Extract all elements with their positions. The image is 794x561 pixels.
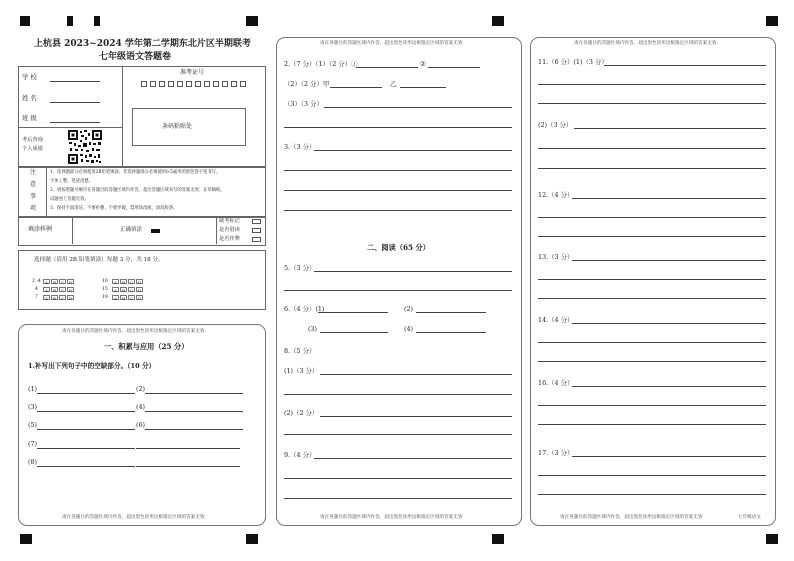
question-text: (2)（2 分） <box>284 409 319 417</box>
registration-mark <box>492 534 504 544</box>
answer-line[interactable] <box>136 466 240 467</box>
question-text: 8.（5 分） <box>284 347 316 355</box>
answer-line[interactable] <box>136 448 240 449</box>
answer-line[interactable] <box>538 361 766 362</box>
choice-row-number: 2 -4 <box>32 279 41 284</box>
page-subtitle: 七年级语文答题卷 <box>99 52 172 62</box>
question-text: (4) <box>404 325 414 333</box>
question-text: (3) <box>308 325 318 333</box>
question-text: ② <box>420 60 426 68</box>
registration-mark <box>766 16 778 26</box>
transfer-label: 是否借读 <box>219 227 240 233</box>
choice-row-number: 15 <box>102 287 108 292</box>
choice-row-number: 7 <box>35 295 38 300</box>
answer-line[interactable] <box>416 312 486 313</box>
notice-text: 3、保持卡面清洁，不要折叠、不要弄破，禁用涂改液，涂改胶条。 <box>50 206 178 211</box>
exam-number-label: 准考证号 <box>180 69 205 76</box>
choice-option[interactable]: D <box>68 280 73 285</box>
registration-mark <box>94 16 100 26</box>
answer-line[interactable] <box>37 448 135 449</box>
answer-line[interactable] <box>538 217 766 218</box>
answer-line[interactable] <box>314 271 512 272</box>
blank-label: (8) <box>28 458 38 466</box>
notice-text: 试题卷上答题无效。 <box>50 197 89 202</box>
choice-row-number: 10 <box>102 279 108 284</box>
registration-mark <box>20 16 30 26</box>
answer-line[interactable] <box>538 279 766 280</box>
answer-line[interactable] <box>284 478 512 479</box>
answer-line[interactable] <box>284 210 512 211</box>
question-text: 3.（3 分） <box>284 143 316 151</box>
answer-line[interactable] <box>572 198 766 199</box>
choice-option[interactable]: C <box>60 280 65 285</box>
answer-line[interactable] <box>37 393 135 394</box>
absent-mark-label: 缺考标记 <box>219 218 240 224</box>
registration-mark <box>246 534 258 544</box>
answer-line[interactable] <box>572 386 766 387</box>
boundary-notice: 请在各题目的答题区域内作答，超出黑色矩形边框限定区域的答案无效 <box>62 515 205 520</box>
question-text: 11.（6 分）(1)（3 分） <box>538 58 608 66</box>
choice-option[interactable]: D <box>137 296 142 301</box>
name-field[interactable] <box>50 102 100 103</box>
answer-line[interactable] <box>538 103 766 104</box>
exam-number-grid[interactable] <box>141 81 249 89</box>
answer-line[interactable] <box>324 107 512 108</box>
filled-sample <box>151 229 160 233</box>
choice-option[interactable]: D <box>68 288 73 293</box>
answer-line[interactable] <box>538 84 766 85</box>
qr-code-icon <box>67 129 103 165</box>
notice-label: 意 <box>30 181 37 188</box>
boundary-notice: 请在各题目的答题区域内作答，超出黑色矩形边框限定区域的答案无效 <box>560 515 703 520</box>
cheat-checkbox[interactable] <box>252 237 261 242</box>
question-text: 17.（3 分） <box>538 449 574 457</box>
question-text: 2.（7 分）（1）（2 分）① <box>284 60 358 68</box>
qr-caption: 个人成绩 <box>22 146 43 152</box>
answer-line[interactable] <box>320 332 388 333</box>
notice-label: 事 <box>30 193 37 200</box>
answer-line[interactable] <box>284 290 512 291</box>
boundary-notice: 请在各题目的答题区域内作答，超出黑色矩形边框限定区域的答案无效 <box>320 515 463 520</box>
answer-line[interactable] <box>428 67 480 68</box>
choice-option[interactable]: A <box>112 287 119 292</box>
answer-line[interactable] <box>284 127 512 128</box>
question-text: (2) <box>404 305 414 313</box>
choice-option[interactable]: A <box>43 279 50 284</box>
school-field[interactable] <box>50 81 100 82</box>
choice-option[interactable]: C <box>129 288 134 293</box>
fill-example-label: 填涂样例 <box>28 226 53 233</box>
question-text: 6.（4 分）(1) <box>284 305 325 313</box>
answer-line[interactable] <box>314 458 512 459</box>
answer-line[interactable] <box>37 429 135 430</box>
choice-option[interactable]: B <box>120 279 127 284</box>
blank-label: (7) <box>28 440 38 448</box>
barcode-label: 条码粘贴处 <box>162 123 193 130</box>
registration-mark <box>246 16 258 26</box>
registration-mark <box>20 534 32 544</box>
class-field[interactable] <box>50 122 100 123</box>
choice-option[interactable]: B <box>120 295 127 300</box>
boundary-notice: 请在各题目的答题区域内作答，超出黑色矩形边框限定区域的答案无效 <box>574 41 717 46</box>
choice-option[interactable]: B <box>51 295 58 300</box>
answer-line[interactable] <box>145 429 243 430</box>
answer-line[interactable] <box>314 150 512 151</box>
blank-label: (5) <box>28 421 38 429</box>
notice-text: 1、选择题部分必须使用2B铅笔填涂；非选择题部分必须使用0.5毫米的黑色签字笔书写， <box>50 170 221 175</box>
registration-mark <box>766 534 778 544</box>
question-text: 14.（4 分） <box>538 316 574 324</box>
question-text: 乙 <box>390 80 397 88</box>
question-text: (2)（3 分） <box>538 121 573 129</box>
answer-line[interactable] <box>356 67 418 68</box>
boundary-notice: 请在各题目的答题区域内作答，超出黑色矩形边框限定区域的答案无效 <box>320 41 463 46</box>
question-text: 12.（4 分） <box>538 191 574 199</box>
registration-mark <box>492 16 504 26</box>
answer-line[interactable] <box>538 148 766 149</box>
school-label: 学 校 <box>22 73 37 81</box>
answer-line[interactable] <box>318 312 388 313</box>
choice-option[interactable]: C <box>129 280 134 285</box>
choice-instruction: 选择题（请用 2B 铅笔填涂）每题 3 分，共 18 分。 <box>34 257 164 263</box>
blank-label: (6) <box>136 421 146 429</box>
choice-row-number: 19 <box>102 295 108 300</box>
question-text: （2）（2 分）甲 <box>284 80 330 88</box>
choice-option[interactable]: A <box>112 279 119 284</box>
answer-line[interactable] <box>284 170 512 171</box>
question-text: 13.（3 分） <box>538 253 574 261</box>
answer-line[interactable] <box>572 456 766 457</box>
answer-line[interactable] <box>320 374 512 375</box>
cheat-label: 是否作弊 <box>219 236 240 242</box>
notice-label: 注 <box>30 169 37 176</box>
footer-subject: 七年级语文 <box>738 515 761 520</box>
choice-option[interactable]: D <box>137 288 142 293</box>
page-title: 上杭县 2023~2024 学年第二学期东北片区半期联考 <box>34 39 251 49</box>
answer-line[interactable] <box>538 405 766 406</box>
class-label: 班 级 <box>22 114 37 122</box>
answer-line[interactable] <box>400 87 446 88</box>
answer-line[interactable] <box>538 168 766 169</box>
blank-label: (2) <box>136 385 146 393</box>
answer-line[interactable] <box>37 466 135 467</box>
choice-option[interactable]: C <box>60 288 65 293</box>
registration-mark <box>67 16 73 26</box>
answer-line[interactable] <box>604 65 766 66</box>
correct-fill-label: 正确填涂 <box>120 227 143 233</box>
absent-checkbox[interactable] <box>252 219 261 224</box>
notice-text: 2、请按照题号顺序在各题目的答题区域内作答，超出答题区域书写的答案无效；在草稿纸、 <box>50 188 225 193</box>
answer-line[interactable] <box>330 87 382 88</box>
answer-line[interactable] <box>574 128 766 129</box>
answer-line[interactable] <box>416 332 486 333</box>
qr-caption: 考后查询 <box>22 137 43 143</box>
answer-line[interactable] <box>538 342 766 343</box>
answer-line[interactable] <box>538 298 766 299</box>
boundary-notice: 请在各题目的答题区域内作答，超出黑色矩形边框限定区域的答案无效 <box>62 329 205 334</box>
choice-option[interactable]: D <box>68 296 73 301</box>
answer-line[interactable] <box>572 260 766 261</box>
answer-line[interactable] <box>538 494 766 495</box>
answer-line[interactable] <box>37 411 135 412</box>
answer-line[interactable] <box>284 498 512 499</box>
answer-line[interactable] <box>538 475 766 476</box>
section-title: 一、积累与应用（25 分） <box>104 342 189 351</box>
transfer-checkbox[interactable] <box>252 228 261 233</box>
answer-line[interactable] <box>284 434 512 435</box>
answer-line[interactable] <box>572 323 766 324</box>
choice-option[interactable]: B <box>51 287 58 292</box>
answer-line[interactable] <box>538 424 766 425</box>
answer-line[interactable] <box>284 394 512 395</box>
notice-label: 项 <box>30 205 37 212</box>
answer-line[interactable] <box>145 411 243 412</box>
question-text: 5.（3 分） <box>284 264 316 272</box>
blank-label: (4) <box>136 403 146 411</box>
answer-line[interactable] <box>538 236 766 237</box>
choice-option[interactable]: B <box>120 287 127 292</box>
question-text: （3）（3 分） <box>284 100 323 108</box>
question-text: 1.补写出下列句子中的空缺部分。（10 分） <box>28 362 156 370</box>
choice-option[interactable]: C <box>60 296 65 301</box>
blank-label: (3) <box>28 403 38 411</box>
choice-row-number: 4 <box>35 287 38 292</box>
question-text: 9.（4 分） <box>284 451 316 459</box>
choice-option[interactable]: A <box>43 287 50 292</box>
name-label: 姓 名 <box>22 94 37 102</box>
choice-option[interactable]: B <box>51 279 58 284</box>
blank-label: (1) <box>28 385 38 393</box>
notice-text: 字体工整、笔迹清楚。 <box>50 179 93 184</box>
choice-option[interactable]: A <box>112 295 119 300</box>
choice-option[interactable]: C <box>129 296 134 301</box>
choice-option[interactable]: A <box>43 295 50 300</box>
answer-line[interactable] <box>320 416 512 417</box>
answer-line[interactable] <box>145 393 243 394</box>
choice-option[interactable]: D <box>137 280 142 285</box>
question-text: (1)（3 分） <box>284 367 319 375</box>
question-text: 16.（4 分） <box>538 379 574 387</box>
section-title: 二、阅读（65 分） <box>367 243 430 252</box>
answer-line[interactable] <box>284 190 512 191</box>
